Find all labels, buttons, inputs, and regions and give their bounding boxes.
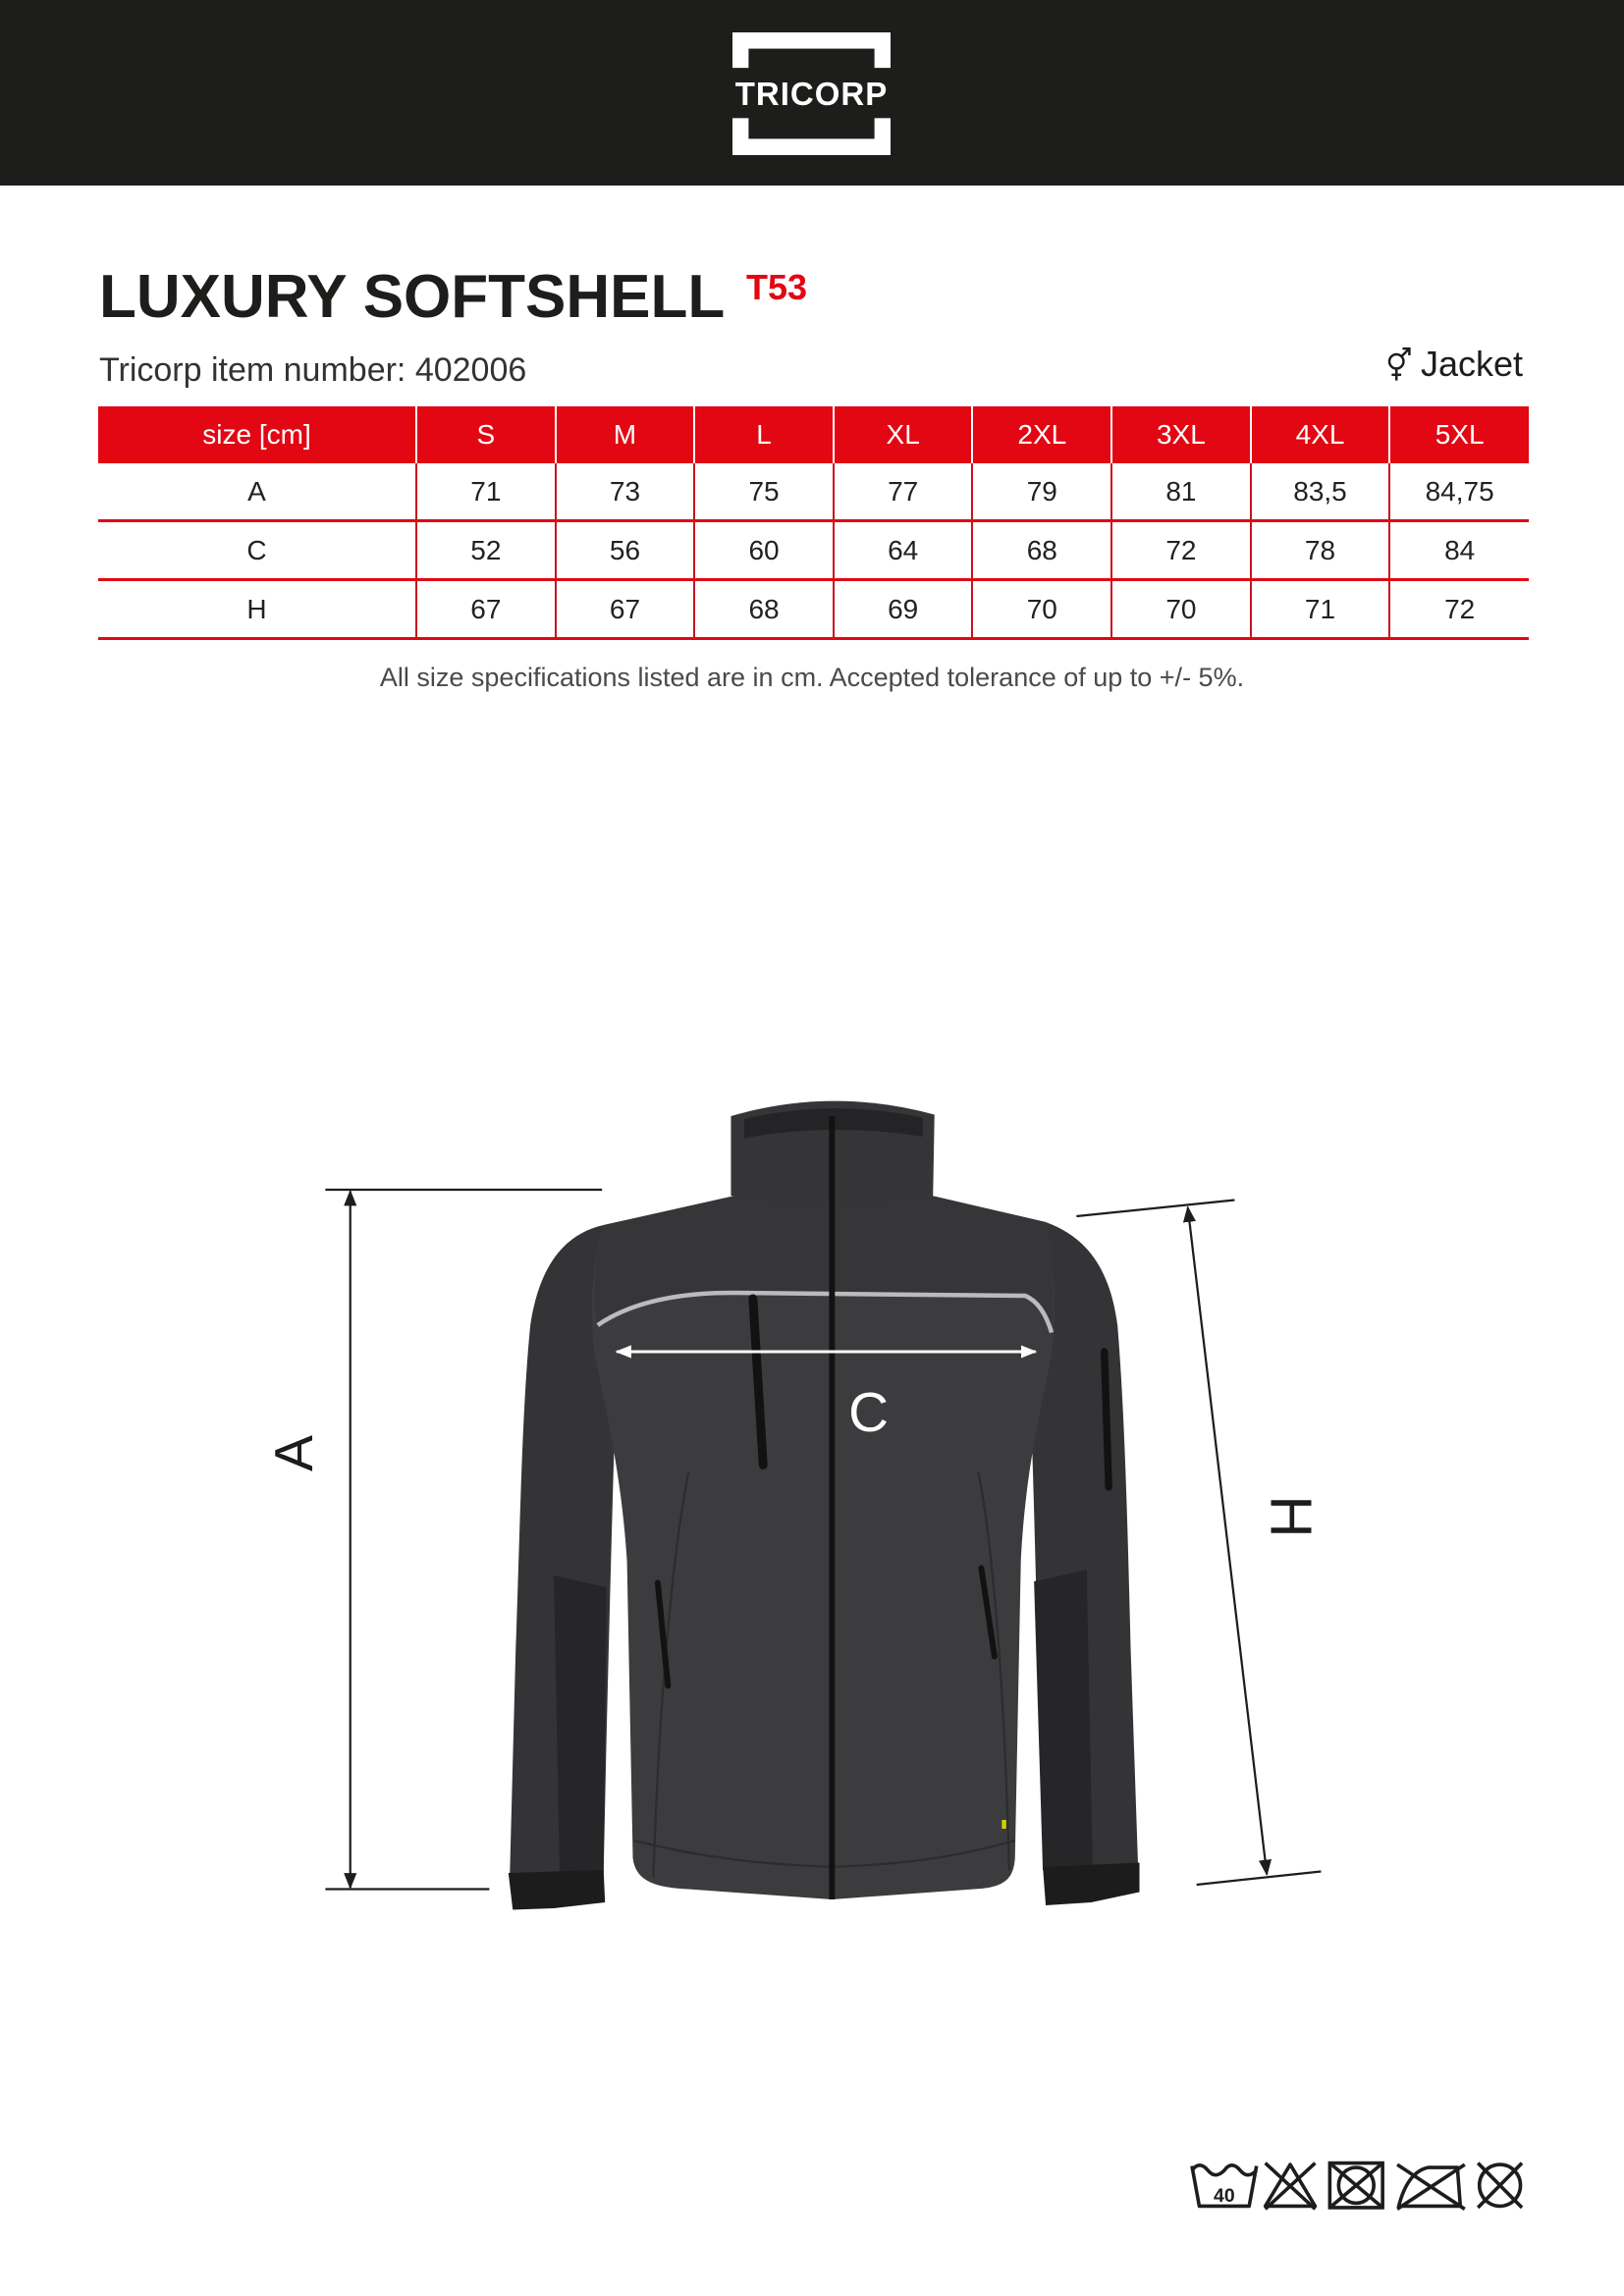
measure-c-label: C [848, 1381, 890, 1445]
table-cell: 70 [1111, 580, 1251, 639]
jacket-right-underarm-panel [1034, 1570, 1093, 1870]
do-not-iron-icon [1397, 2164, 1465, 2209]
table-cell: 69 [834, 580, 973, 639]
table-row [98, 580, 1529, 639]
table-cell: 73 [556, 463, 695, 521]
size-table [98, 406, 1529, 640]
table-cell: 70 [972, 580, 1111, 639]
wash-temperature: 40 [1214, 2184, 1235, 2207]
jacket-left-underarm-panel [554, 1575, 607, 1873]
product-title: LUXURY SOFTSHELL [99, 263, 726, 331]
table-cell: 81 [1111, 463, 1251, 521]
jacket-left-cuff [509, 1870, 605, 1910]
table-cell: 77 [834, 463, 973, 521]
size-header-cell: M [556, 406, 695, 463]
product-category [1385, 344, 1523, 384]
tricorp-logo [732, 32, 891, 155]
item-number-value: 402006 [414, 351, 527, 389]
size-header-cell: L [694, 406, 834, 463]
item-number [99, 353, 526, 387]
table-cell: 52 [416, 521, 556, 580]
product-code: T53 [746, 267, 808, 307]
item-number-label: Tricorp item number: [99, 351, 406, 389]
size-header-cell: S [416, 406, 556, 463]
jacket-brand-tag [1001, 1820, 1005, 1829]
table-row [98, 463, 1529, 521]
table-cell: 71 [1251, 580, 1390, 639]
table-cell: 68 [972, 521, 1111, 580]
table-cell: 68 [694, 580, 834, 639]
size-table-header-row [98, 406, 1529, 463]
table-cell: 84,75 [1389, 463, 1529, 521]
size-header-label: size [cm] [98, 406, 416, 463]
table-cell: 72 [1111, 521, 1251, 580]
table-cell: 78 [1251, 521, 1390, 580]
category-label: Jacket [1420, 344, 1523, 384]
jacket-illustration [220, 1031, 1391, 1958]
size-tolerance-note: All size specifications listed are in cm. Accepted tolerance of up to +/- 5%. [379, 663, 1245, 692]
table-cell: 67 [556, 580, 695, 639]
do-not-tumble-dry-icon [1329, 2163, 1382, 2208]
table-cell: 71 [416, 463, 556, 521]
table-cell: 83,5 [1251, 463, 1390, 521]
table-cell: 56 [556, 521, 695, 580]
table-cell: 72 [1389, 580, 1529, 639]
table-cell: 75 [694, 463, 834, 521]
measure-h-bottom-tick [1197, 1872, 1322, 1886]
table-cell: 84 [1389, 521, 1529, 580]
unisex-icon [1385, 347, 1413, 382]
table-cell: 60 [694, 521, 834, 580]
measure-h-label: H [1258, 1495, 1325, 1538]
size-header-cell: 2XL [972, 406, 1111, 463]
care-symbols [1186, 2153, 1531, 2216]
size-header-cell: 3XL [1111, 406, 1251, 463]
logo-text: TRICORP [734, 76, 889, 112]
measure-name-cell: C [98, 521, 416, 580]
measure-h-top-tick [1076, 1201, 1234, 1217]
measure-name-cell: H [98, 580, 416, 639]
table-cell: 64 [834, 521, 973, 580]
measure-h-line [1188, 1207, 1268, 1875]
size-header-cell: XL [834, 406, 973, 463]
size-header-cell: 5XL [1389, 406, 1529, 463]
size-header-cell: 4XL [1251, 406, 1390, 463]
do-not-dry-clean-icon [1478, 2163, 1522, 2208]
measure-name-cell: A [98, 463, 416, 521]
wash-40-icon [1192, 2165, 1257, 2207]
header-bar [0, 0, 1624, 186]
table-row [98, 521, 1529, 580]
measure-a-label: A [263, 1434, 324, 1472]
jacket-right-cuff [1043, 1863, 1139, 1906]
table-cell: 79 [972, 463, 1111, 521]
sleeve-pocket-zipper [1105, 1352, 1109, 1487]
do-not-bleach-icon [1266, 2163, 1316, 2210]
table-cell: 67 [416, 580, 556, 639]
